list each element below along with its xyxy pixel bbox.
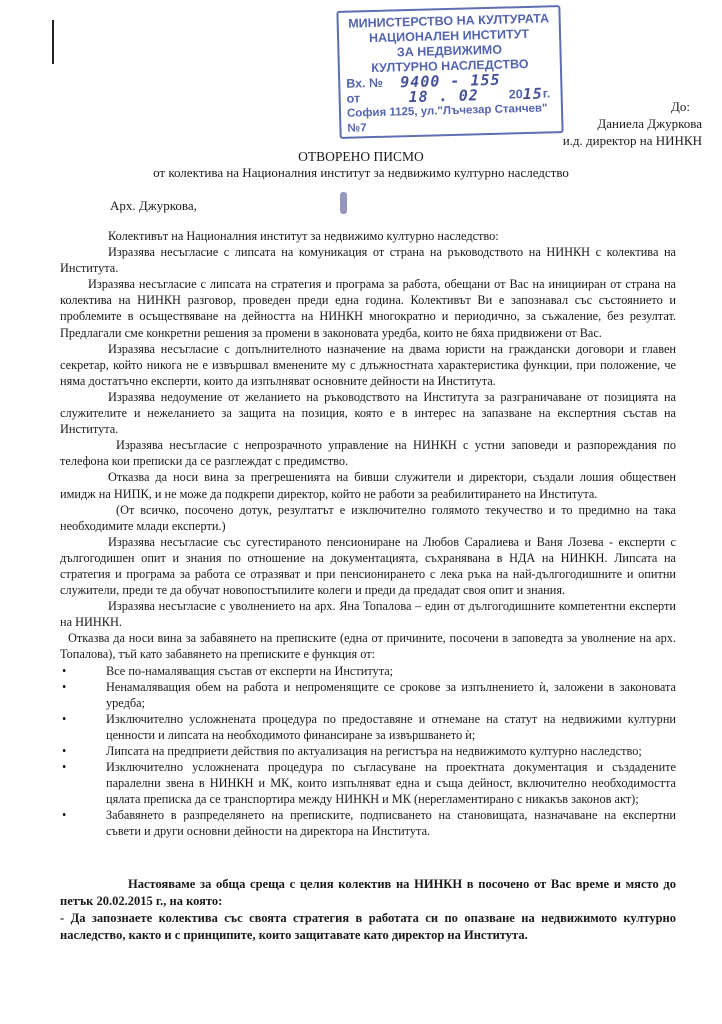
recipient-position: и.д. директор на НИНКН xyxy=(562,133,702,148)
stamp-date-label: от xyxy=(346,91,361,106)
recipient-to-label: До: xyxy=(671,99,690,114)
letter-body xyxy=(60,228,676,840)
list-item: • Липсата на предприети действия по актуализация на регистъра на недвижимото културно наследство; xyxy=(60,743,676,759)
letter-subtitle: от колектива на Националния институт за недвижимо културно наследство xyxy=(153,165,569,180)
closing-block xyxy=(60,876,676,944)
paragraph-5: Изразява недоумение от желанието на ръководството на Института за разграничаване от позицията на служителите и нежеланието за защита на позиция, която е в интерес на запазване на експертния състав на Института. xyxy=(60,389,676,437)
ink-smudge xyxy=(340,192,347,214)
stamp-line-2: НАЦИОНАЛЕН ИНСТИТУТ xyxy=(368,26,530,46)
letter-title: ОТВОРЕНО ПИСМО xyxy=(298,149,424,164)
paragraph-7: Отказва да носи вина за прегрешенията на бивши служители и директори, създали лошия обществен имидж на НИПК, и не може да подкрепи директор, който не работи за реабилитирането на Института. xyxy=(60,470,676,501)
paragraph-3: Изразява несъгласие с липсата на стратегия и програма за работа, обещани от Вас на иницииран от страна на колектива на НИНКН разговор, проведен преди една година. Колективът Ви е запознавал със състоянието и проблемите в осъществяване на дейността на НИНКН многократно и периодично, за съжаление, без резултат. Предлагали сме конкретни решения за промени в законовата уредба, които не бяха придвижени от Вас. xyxy=(60,277,676,340)
registration-stamp xyxy=(336,5,563,139)
paragraph-6: Изразява несъгласие с непрозрачното управление на НИНКН с устни заповеди и разпореждания по телефона кои преписки да се разглеждат с предимство. xyxy=(60,438,676,469)
stamp-year-prefix: 20 xyxy=(508,87,523,102)
closing-demand: Настояваме за обща среща с целия колектив на НИНКН в посочено от Вас време и място до петък 20.02.2015 г., на която: xyxy=(60,877,676,908)
stamp-date-value: 18 . 02 xyxy=(408,86,480,107)
stamp-year-end: г. xyxy=(542,86,551,101)
list-item: • Изключително усложнената процедура по предоставяне и отнемане на статут на недвижими културни ценности и липсата на необходимото финансиране за извършването ѝ; xyxy=(60,711,676,743)
paragraph-4: Изразява несъгласие с допълнителното назначение на двама юристи на граждански договори и главен секретар, който никога не е извършвал вменените му с длъжностната характеристика функции, при положение, че няма достатъчно експерти, които да изпълняват основните дейности на Института. xyxy=(60,341,676,388)
paragraph-2: Изразява несъгласие с липсата на комуникация от страна на ръководството на НИНКН с колектива на Института. xyxy=(60,245,676,276)
recipient-block xyxy=(563,98,702,149)
stamp-year-suffix: 15 xyxy=(522,84,544,104)
salutation: Арх. Джуркова, xyxy=(110,198,197,213)
stamp-in-label: Вх. № xyxy=(346,75,384,91)
stamp-in-number: 9400 - 155 xyxy=(400,70,501,92)
list-item: • Ненамаляващия обем на работа и непроменящите се срокове за изпълнението ѝ, заложени в законовата уредба; xyxy=(60,679,676,711)
paragraph-1: Колективът на Националния институт за недвижимо културно наследство: xyxy=(108,229,499,243)
closing-point-1: - Да запознаете колектива със своята стратегия в работата си по опазване на недвижимото културно наследство, както и с принципите, които защитавате като директор на Института. xyxy=(60,911,676,942)
list-item: • Изключително усложнената процедура по съгласуване на проектната документация и създадените паралелни звена в НИНКН и МК, които изпълняват една и съща дейност, включително необходимостта цялата преписка да се транспортира между НИНКН и МК (нерегламентирано с никакъв законов акт); xyxy=(60,759,676,807)
paragraph-9: Изразява несъгласие със сугестираното пенсиониране на Любов Саралиева и Ваня Лозева - експерти с дългогодишен опит и знания по отношение на документацията, съхранявана в НДА на НИНКН. Липсата на стратегия и програма за работа се отразяват и при пенсионирането с лека ръка на най-дългогодишните и опитни служители, преди те да обучат новопостъпилите колеги и преди да предадат своя опит и знания. xyxy=(60,534,676,598)
paragraph-11: Отказва да носи вина за забавянето на преписките (една от причините, посочени в заповедта за уволнение на арх. Топалова), тъй като забавянето на преписките е функция от: xyxy=(60,631,676,662)
stamp-address: София 1125, ул."Лъчезар Станчев" №7 xyxy=(346,102,548,135)
recipient-name: Даниела Джуркова xyxy=(597,116,702,131)
stamp-line-3: ЗА НЕДВИЖИМО xyxy=(396,42,503,60)
list-item: • Забавянето в разпределянето на преписките, подписването на становищата, назначаване на експертни съвети и други основни дейности на директора на Института. xyxy=(60,807,676,839)
list-item: • Все по-намаляващия състав от експерти на Института; xyxy=(60,663,676,679)
stamp-line-1: МИНИСТЕРСТВО НА КУЛТУРАТА xyxy=(348,11,550,31)
stamp-line-4: КУЛТУРНО НАСЛЕДСТВО xyxy=(371,56,529,76)
reasons-list xyxy=(60,663,676,840)
paragraph-8: (От всичко, посочено дотук, резултатът е изключително голямото текучество и то предимно на така необходимите млади експерти.) xyxy=(60,502,676,533)
margin-pen-mark xyxy=(52,20,54,64)
paragraph-10: Изразява несъгласие с уволнението на арх. Яна Топалова – един от дългогодишните компетентни експерти на НИНКН. xyxy=(60,599,676,630)
